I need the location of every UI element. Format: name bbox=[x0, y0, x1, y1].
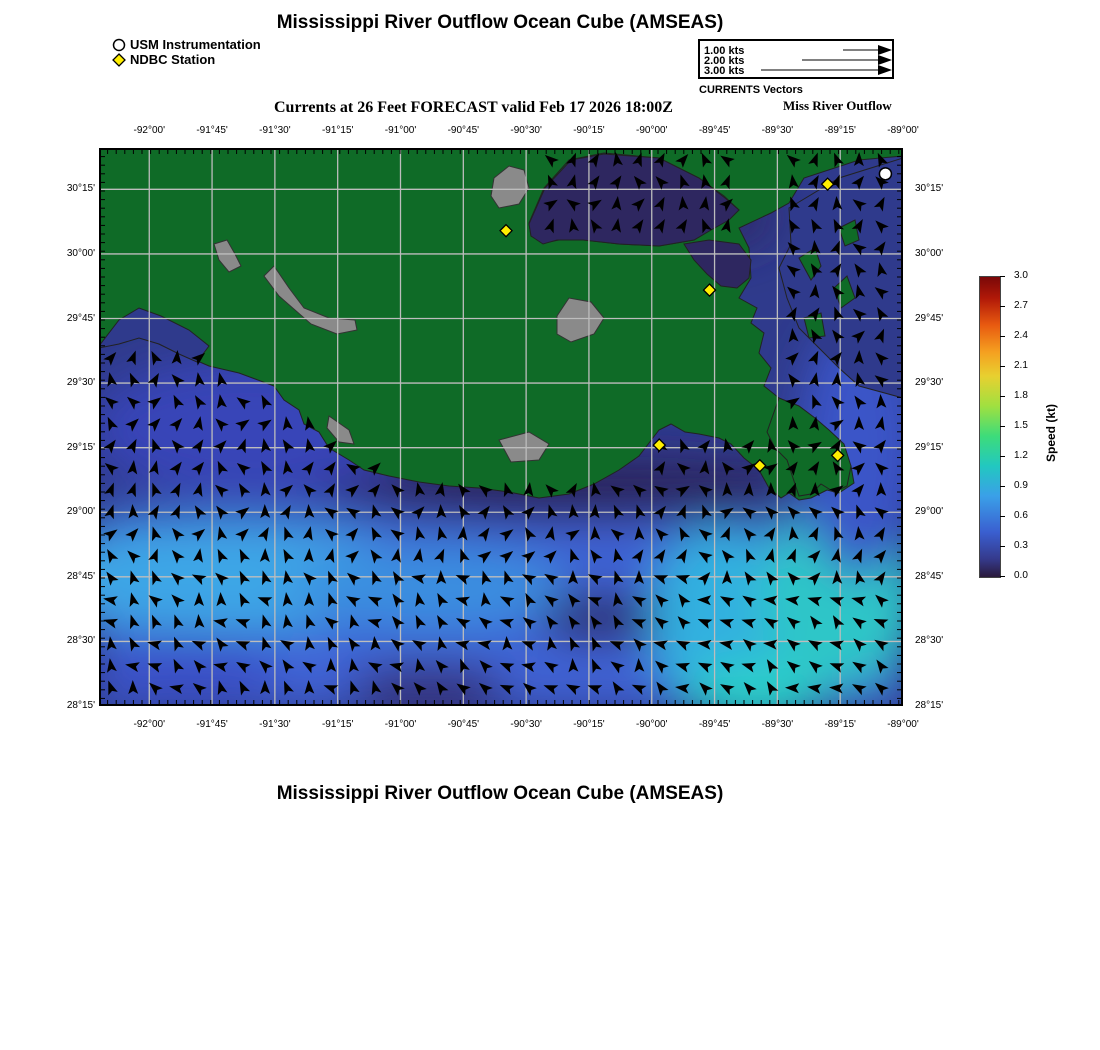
lon-tick-label-bottom: -92°00' bbox=[133, 719, 165, 730]
colorbar-tick bbox=[1000, 366, 1005, 367]
vector-key-entry-1: 1.00 kts bbox=[704, 45, 745, 57]
lon-tick-label-top: -89°45' bbox=[698, 125, 731, 136]
second-map-title: Mississippi River Outflow Ocean Cube (AMSEAS) bbox=[276, 783, 724, 804]
colorbar-tick-label: 2.4 bbox=[1014, 330, 1028, 341]
lon-tick-label-top: -89°30' bbox=[761, 125, 794, 136]
vector-key-entry-3: 3.00 kts bbox=[704, 65, 745, 77]
colorbar-tick bbox=[1000, 516, 1005, 517]
colorbar-tick-label: 2.7 bbox=[1014, 300, 1028, 311]
lat-tick-label-left: 28°15' bbox=[66, 700, 95, 711]
colorbar-tick bbox=[1000, 426, 1005, 427]
lat-tick-label-right: 29°30' bbox=[915, 377, 944, 389]
colorbar-tick-label: 1.2 bbox=[1014, 450, 1028, 461]
colorbar-tick bbox=[1000, 576, 1005, 577]
lat-tick-label-left: 29°00' bbox=[66, 506, 95, 518]
lat-tick-label-left: 29°45' bbox=[66, 312, 95, 324]
colorbar-tick-label: 0.9 bbox=[1014, 480, 1028, 491]
map-subtitle: Currents at 26 Feet FORECAST valid Feb 17 2026 18:00Z bbox=[274, 99, 673, 116]
colorbar-label: Speed (kt) bbox=[1044, 403, 1058, 462]
colorbar-tick bbox=[1000, 276, 1005, 277]
usm-station-marker[interactable] bbox=[879, 168, 891, 180]
lon-tick-label-top: -91°45' bbox=[196, 125, 228, 136]
lon-tick-label-bottom: -89°15' bbox=[824, 719, 856, 730]
colorbar-tick bbox=[1000, 306, 1005, 307]
lon-tick-label-bottom: -90°30' bbox=[510, 719, 542, 730]
lon-tick-label-bottom: -90°45' bbox=[447, 719, 480, 730]
colorbar-tick-label: 3.0 bbox=[1014, 270, 1028, 281]
lat-tick-label-right: 29°45' bbox=[915, 312, 944, 324]
lon-tick-label-top: -89°15' bbox=[824, 125, 856, 136]
legend-ndbc bbox=[112, 52, 215, 67]
lat-tick-label-left: 29°30' bbox=[66, 377, 95, 389]
current-speed-map bbox=[99, 148, 903, 706]
colorbar-tick-label: 1.5 bbox=[1014, 420, 1028, 431]
lon-tick-label-top: -91°30' bbox=[259, 125, 291, 136]
lon-tick-label-bottom: -91°15' bbox=[321, 719, 354, 730]
lon-tick-label-top: -89°00' bbox=[887, 125, 919, 136]
region-label: Miss River Outflow bbox=[783, 98, 892, 113]
lon-tick-label-top: -92°00' bbox=[133, 125, 165, 136]
lat-tick-label-right: 30°15' bbox=[915, 183, 944, 195]
lat-tick-label-right: 28°15' bbox=[915, 700, 944, 711]
lat-tick-label-right: 30°00' bbox=[915, 247, 944, 259]
lat-tick-label-left: 28°30' bbox=[66, 635, 95, 647]
colorbar-tick-label: 0.0 bbox=[1014, 570, 1028, 581]
colorbar-tick-label: 2.1 bbox=[1014, 360, 1028, 371]
lon-tick-label-bottom: -91°30' bbox=[259, 719, 291, 730]
lat-tick-label-left: 28°45' bbox=[66, 570, 95, 582]
map-title: Mississippi River Outflow Ocean Cube (AMSEAS) bbox=[276, 12, 724, 33]
lon-tick-label-top: -90°45' bbox=[447, 125, 480, 136]
lon-tick-label-bottom: -89°45' bbox=[698, 719, 731, 730]
colorbar bbox=[979, 276, 1001, 578]
colorbar-tick-label: 1.8 bbox=[1014, 390, 1028, 401]
lon-tick-label-bottom: -89°00' bbox=[887, 719, 919, 730]
legend-usm-label: USM Instrumentation bbox=[130, 37, 261, 52]
vector-key bbox=[698, 39, 894, 79]
ndbc-diamond-icon bbox=[112, 53, 126, 67]
usm-circle-icon bbox=[112, 38, 126, 52]
colorbar-tick bbox=[1000, 456, 1005, 457]
vector-key-caption: CURRENTS Vectors bbox=[699, 84, 803, 96]
lat-tick-label-right: 28°30' bbox=[915, 635, 944, 647]
lat-tick-label-right: 28°45' bbox=[915, 570, 944, 582]
lon-tick-label-bottom: -91°00' bbox=[384, 719, 417, 730]
colorbar-tick bbox=[1000, 396, 1005, 397]
lon-tick-label-bottom: -91°45' bbox=[196, 719, 228, 730]
lat-tick-label-left: 29°15' bbox=[66, 441, 95, 453]
lon-tick-label-bottom: -90°00' bbox=[636, 719, 668, 730]
lat-tick-label-right: 29°00' bbox=[915, 506, 944, 518]
lat-tick-label-left: 30°00' bbox=[66, 247, 95, 259]
lon-tick-label-top: -91°00' bbox=[384, 125, 417, 136]
colorbar-tick-label: 0.3 bbox=[1014, 540, 1028, 551]
lon-tick-label-bottom: -90°15' bbox=[573, 719, 605, 730]
lat-tick-label-left: 30°15' bbox=[66, 183, 95, 195]
legend-usm bbox=[112, 37, 261, 52]
vector-key-arrows bbox=[700, 41, 896, 81]
lon-tick-label-top: -91°15' bbox=[321, 125, 354, 136]
vector-arrow-icon bbox=[878, 45, 892, 55]
lon-tick-label-top: -90°15' bbox=[573, 125, 605, 136]
colorbar-tick bbox=[1000, 486, 1005, 487]
vector-key-entry-2: 2.00 kts bbox=[704, 55, 745, 67]
colorbar-tick bbox=[1000, 336, 1005, 337]
lon-tick-label-top: -90°30' bbox=[510, 125, 542, 136]
vector-arrow-icon bbox=[878, 65, 892, 75]
lat-tick-label-right: 29°15' bbox=[915, 441, 944, 453]
lon-tick-label-bottom: -89°30' bbox=[761, 719, 794, 730]
colorbar-tick bbox=[1000, 546, 1005, 547]
legend-ndbc-label: NDBC Station bbox=[130, 52, 216, 67]
vector-arrow-icon bbox=[878, 55, 892, 65]
lon-tick-label-top: -90°00' bbox=[636, 125, 668, 136]
colorbar-tick-label: 0.6 bbox=[1014, 510, 1028, 521]
